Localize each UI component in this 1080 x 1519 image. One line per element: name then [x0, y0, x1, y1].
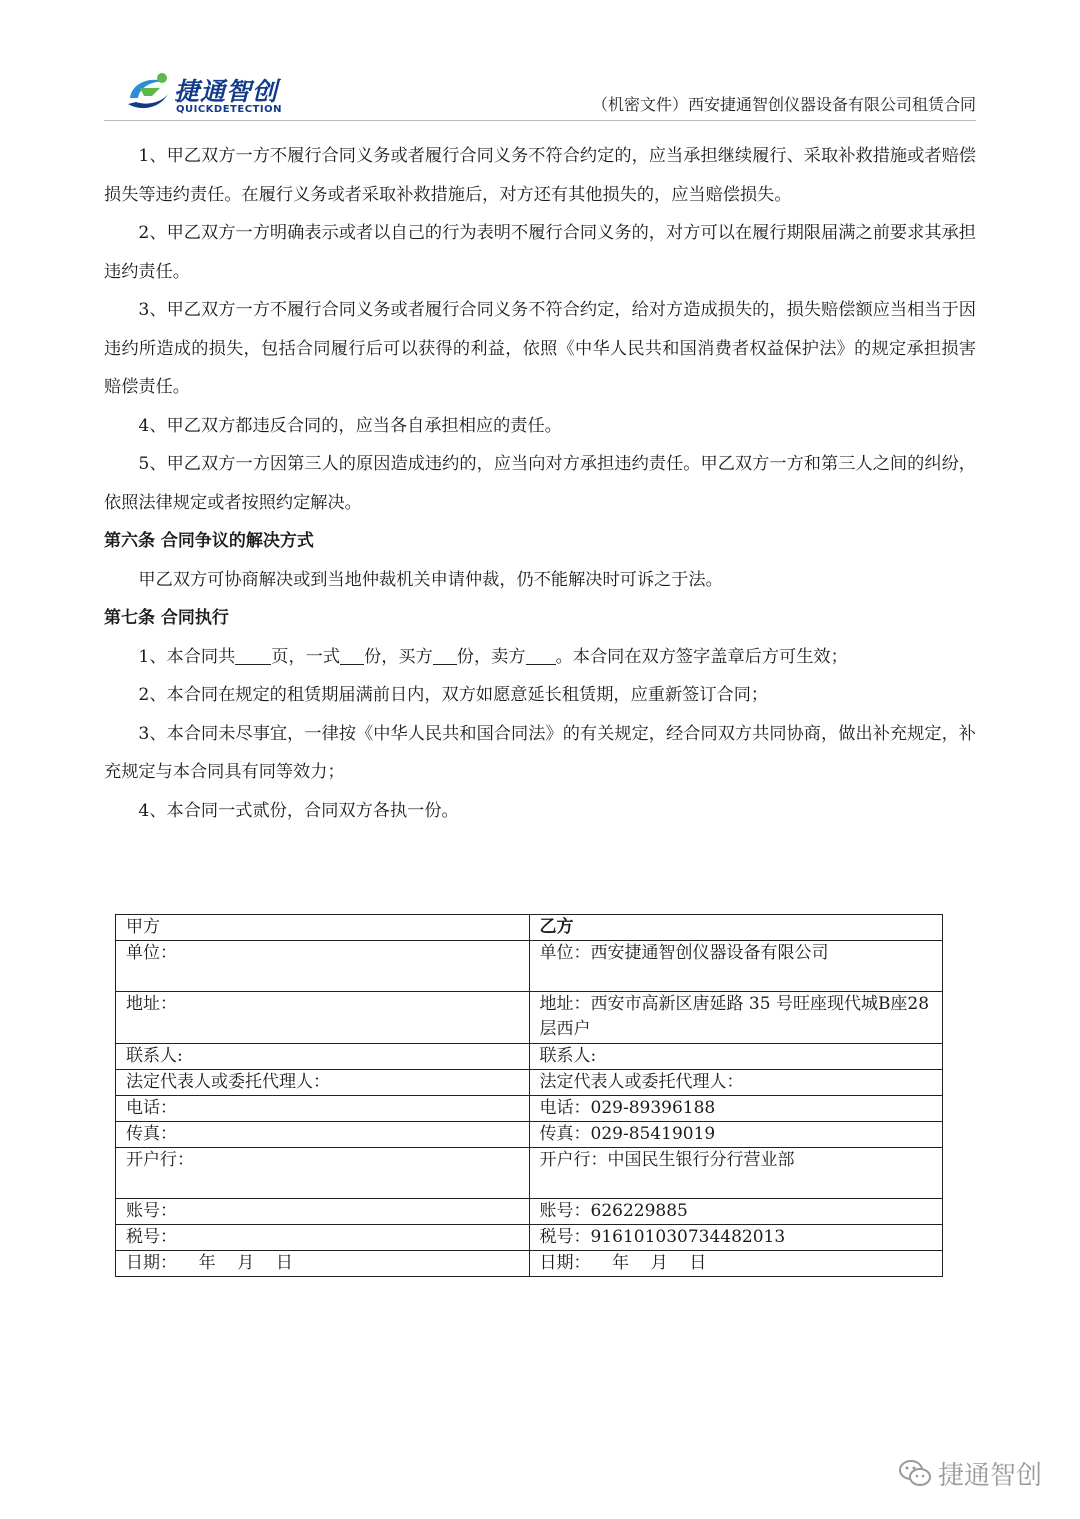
party-a-phone: 电话： — [116, 1096, 530, 1122]
item-1-part: 。本合同在双方签字盖章后方可生效； — [555, 646, 848, 667]
clause-5: 5、甲乙双方一方因第三人的原因造成违约的，应当向对方承担违约责任。甲乙双方一方和第三人之间的纠纷，依照法律规定或者按照约定解决。 — [104, 454, 976, 513]
table-row — [116, 915, 943, 941]
party-b-contact: 联系人: — [529, 1044, 943, 1070]
clause-3: 3、甲乙双方一方不履行合同义务或者履行合同义务不符合约定，给对方造成损失的，损失赔偿额应当相当于因违约所造成的损失，包括合同履行后可以获得的利益，依照《中华人民共和国消费者权益保护法》的规定承担损害赔偿责任。 — [104, 300, 976, 397]
party-b-header: 乙方 — [529, 915, 943, 941]
clause-4: 4、甲乙双方都违反合同的，应当各自承担相应的责任。 — [138, 415, 562, 436]
party-b-account: 账号：626229885 — [529, 1199, 943, 1225]
party-a-account: 账号： — [116, 1199, 530, 1225]
party-a-tax-id: 税号： — [116, 1225, 530, 1251]
party-a-unit: 单位： — [116, 941, 530, 992]
party-a-contact: 联系人: — [116, 1044, 530, 1070]
item-1-part: 份，买方 — [364, 646, 433, 667]
party-a-date: 日期： 年 月 日 — [116, 1251, 530, 1277]
article-6-heading: 第六条 合同争议的解决方式 — [104, 531, 314, 551]
wechat-icon — [898, 1458, 932, 1488]
clause-1: 1、甲乙双方一方不履行合同义务或者履行合同义务不符合约定的，应当承担继续履行、采取补救措施或者赔偿损失等违约责任。在履行义务或者采取补救措施后，对方还有其他损失的，应当赔偿损失。 — [104, 146, 976, 205]
party-b-address: 地址：西安市高新区唐延路 35 号旺座现代城B座28层西户 — [529, 992, 943, 1044]
party-b-phone: 电话：029-89396188 — [529, 1096, 943, 1122]
table-row — [116, 1148, 943, 1199]
signature-table — [115, 914, 943, 1277]
article-7-item-2: 2、本合同在规定的租赁期届满前日内，双方如愿意延长租赁期，应重新签订合同； — [138, 685, 769, 705]
item-1-part: 1、本合同共 — [138, 646, 236, 667]
wechat-watermark — [898, 1456, 1042, 1490]
clause-2: 2、甲乙双方一方明确表示或者以自己的行为表明不履行合同义务的，对方可以在履行期限届满之前要求其承担违约责任。 — [104, 223, 976, 282]
party-b-fax: 传真：029-85419019 — [529, 1122, 943, 1148]
party-b-bank: 开户行：中国民生银行分行营业部 — [529, 1148, 943, 1199]
party-a-bank: 开户行： — [116, 1148, 530, 1199]
table-row — [116, 1199, 943, 1225]
table-row — [116, 1251, 943, 1277]
article-6-text: 甲乙双方可协商解决或到当地仲裁机关申请仲裁，仍不能解决时可诉之于法。 — [138, 569, 723, 590]
logo-english-name: QUICKDETECTION — [176, 104, 282, 115]
blank-buyer-copies — [433, 644, 457, 665]
blank-seller-copies — [526, 644, 556, 665]
table-row — [116, 1096, 943, 1122]
document-header-title: （机密文件）西安捷通智创仪器设备有限公司租赁合同 — [591, 95, 976, 114]
party-a-address: 地址： — [116, 992, 530, 1044]
watermark-text: 捷通智创 — [937, 1460, 1042, 1491]
table-row — [116, 992, 943, 1044]
party-a-header: 甲方 — [116, 915, 530, 941]
table-row — [116, 1070, 943, 1096]
header-divider — [104, 120, 976, 121]
logo-chinese-name: 捷通智创 — [174, 77, 279, 106]
party-b-tax-id: 税号：916101030734482013 — [529, 1225, 943, 1251]
item-1-part: 页，一式 — [271, 646, 341, 667]
article-7-item-4: 4、本合同一式贰份，合同双方各执一份。 — [138, 800, 459, 821]
table-row — [116, 1044, 943, 1070]
blank-copies — [340, 644, 364, 665]
contract-body — [104, 137, 976, 830]
page-header — [0, 0, 1080, 125]
party-b-representative: 法定代表人或委托代理人： — [529, 1070, 943, 1096]
article-7-item-1 — [104, 638, 976, 677]
party-a-fax: 传真： — [116, 1122, 530, 1148]
article-7-heading: 第七条 合同执行 — [104, 608, 229, 628]
item-1-part: 份，卖方 — [456, 646, 526, 667]
party-b-unit: 单位：西安捷通智创仪器设备有限公司 — [529, 941, 943, 992]
party-b-date: 日期： 年 月 日 — [529, 1251, 943, 1277]
table-row — [116, 1122, 943, 1148]
party-a-representative: 法定代表人或委托代理人： — [116, 1070, 530, 1096]
table-row — [116, 941, 943, 992]
article-7-item-3: 3、本合同未尽事宜，一律按《中华人民共和国合同法》的有关规定，经合同双方共同协商，做出补充规定，补充规定与本合同具有同等效力； — [104, 723, 976, 782]
blank-pages — [235, 644, 271, 665]
logo-swirl-icon — [122, 68, 172, 118]
table-row — [116, 1225, 943, 1251]
company-logo — [122, 64, 297, 124]
